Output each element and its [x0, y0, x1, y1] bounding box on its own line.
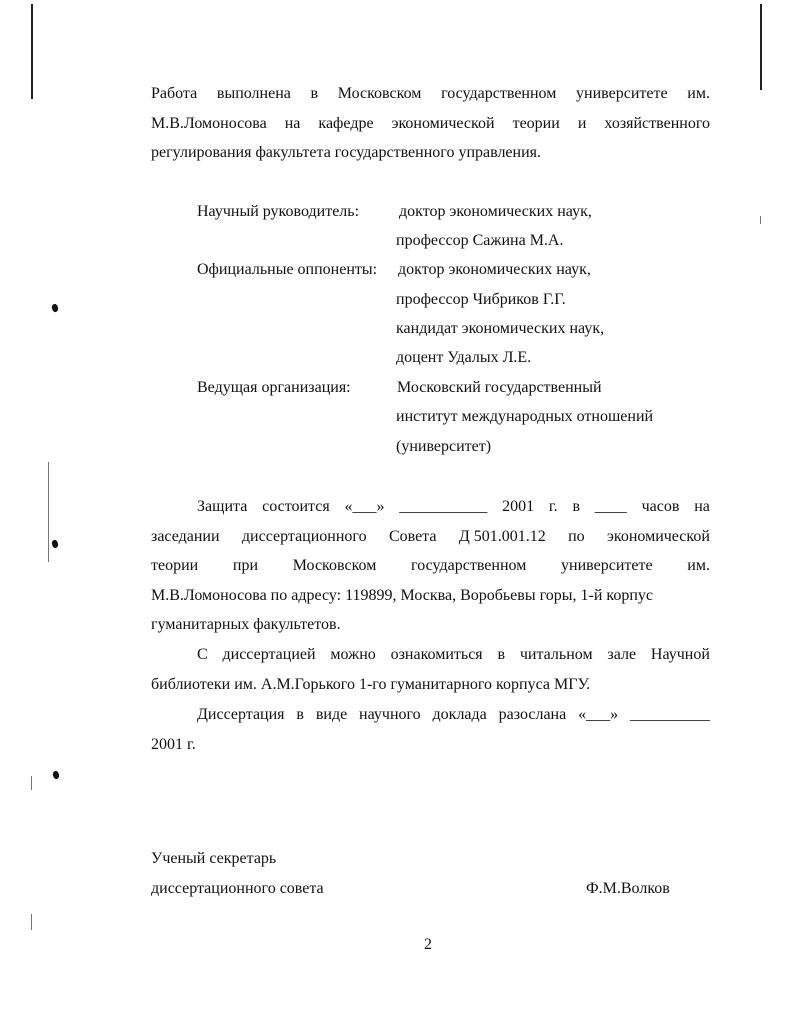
word: Московском [337, 85, 422, 102]
intro-line-2 [151, 109, 710, 139]
word: экономической [606, 527, 710, 545]
word: при [232, 557, 259, 574]
lead-org-line: Московский государственный [397, 379, 602, 396]
word: государственном [411, 557, 527, 574]
defense-line-2 [151, 522, 710, 552]
word: и [577, 114, 587, 132]
secretary-title-line-2: диссертационного совета [151, 880, 324, 897]
word: теории [512, 114, 560, 132]
opponent-line: доктор экономических наук, [398, 261, 591, 278]
word: С [197, 646, 208, 663]
word: часов [641, 498, 680, 515]
intro-line-1 [151, 79, 710, 109]
word: Научной [650, 646, 710, 663]
word: Защита [197, 498, 248, 515]
word: хозяйственного [604, 114, 710, 132]
word: выполнена [216, 85, 291, 102]
word: университете [561, 557, 653, 574]
supervisor-line: профессор Сажина М.А. [396, 232, 564, 249]
word: «___» [344, 498, 385, 515]
word: ознакомиться [390, 646, 483, 663]
scan-speck [760, 216, 761, 224]
word: Совета [388, 527, 437, 545]
word: читальном [519, 646, 593, 663]
word: Московском [292, 557, 377, 574]
word: в [310, 85, 319, 102]
opponents-label: Официальные оппоненты: [197, 261, 378, 278]
hole-punch-mark [51, 539, 59, 549]
scan-edge-left [31, 4, 33, 99]
word: в [296, 706, 304, 723]
library-paragraph [151, 640, 710, 699]
page-number: 2 [424, 936, 432, 953]
word: государственном [441, 85, 557, 102]
secretary-title-line-1: Ученый секретарь [151, 850, 277, 867]
hole-punch-mark [52, 770, 60, 780]
word: разослана [498, 706, 567, 723]
mailing-line-1 [197, 700, 710, 730]
defense-line-4: М.В.Ломоносова по адресу: 119899, Москва, Воробьевы горы, 1-й корпус [151, 586, 654, 604]
library-line-1 [197, 640, 710, 670]
word: по [568, 527, 585, 545]
word: состоится [262, 498, 330, 515]
supervisor-line: доктор экономических наук, [399, 203, 592, 220]
word: ___________ [399, 498, 488, 515]
word: зале [607, 646, 637, 663]
word: теории [151, 557, 199, 574]
scan-speck [48, 462, 49, 562]
defense-line-1 [197, 492, 710, 522]
council-code: Д 501.001.12 [458, 527, 546, 545]
mailing-line-2: 2001 г. [151, 735, 196, 753]
word: в [572, 498, 580, 515]
word: кафедре [318, 114, 374, 132]
word: диссертационного [241, 527, 367, 545]
defense-line-3 [151, 551, 710, 581]
opponent-line: доцент Удалых Л.Е. [396, 349, 532, 366]
scan-speck [31, 776, 32, 790]
word: ____ [594, 498, 627, 515]
word: заседании [151, 527, 220, 545]
lead-org-line: институт международных отношений [396, 408, 654, 425]
lead-org-line: (университет) [396, 438, 492, 455]
word: научного [359, 706, 421, 723]
opponent-line: кандидат экономических наук, [396, 320, 605, 337]
word: диссертацией [222, 646, 316, 663]
library-line-2: библиотеки им. А.М.Горького 1-го гуманитарного корпуса МГУ. [151, 675, 591, 693]
secretary-name: Ф.М.Волков [586, 880, 670, 897]
word: университете [576, 85, 668, 102]
word: Диссертация [197, 706, 285, 723]
word: в [497, 646, 506, 663]
word: г. [548, 498, 558, 515]
intro-paragraph [151, 79, 710, 168]
scan-edge-right [760, 4, 762, 90]
word: им. [687, 557, 710, 574]
word: 2001 [502, 498, 535, 515]
opponent-line: профессор Чибриков Г.Г. [396, 291, 566, 308]
defense-line-5: гуманитарных факультетов. [151, 616, 341, 633]
hole-punch-mark [51, 303, 59, 313]
supervisor-label: Научный руководитель: [197, 203, 360, 220]
lead-org-label: Ведущая организация: [197, 379, 351, 396]
word: __________ [629, 706, 710, 723]
defense-paragraph [151, 492, 710, 640]
word: можно [330, 646, 376, 663]
word: «___» [578, 706, 619, 723]
intro-line-3: регулирования факультета государственного управления. [151, 144, 542, 161]
word: виде [315, 706, 348, 723]
mailing-paragraph [151, 700, 710, 759]
word: на [694, 498, 710, 515]
word: М.В.Ломоносова [151, 114, 267, 132]
word: на [284, 114, 301, 132]
word: доклада [432, 706, 487, 723]
word: им. [687, 85, 710, 102]
word: экономической [391, 114, 495, 132]
word: Работа [151, 85, 198, 102]
scan-speck [31, 914, 32, 930]
